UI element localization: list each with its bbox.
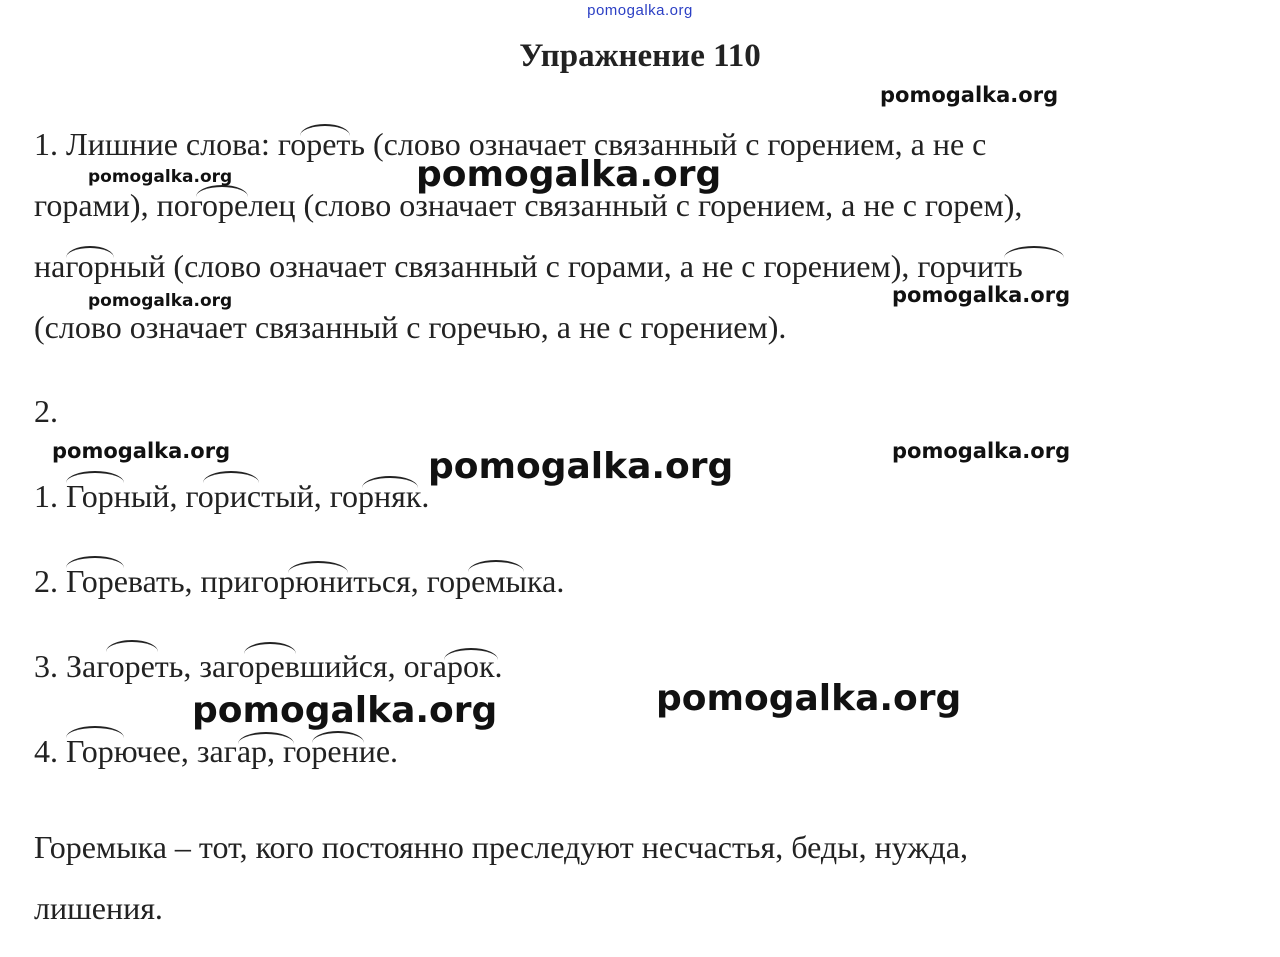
- group-1: 1. Горный, гористый, горняк.: [34, 478, 430, 514]
- group-4: 4. Горючее, загар, горение.: [34, 733, 399, 769]
- root-arc: [203, 471, 259, 483]
- group-3: 3. Загореть, загоревшийся, огарок.: [34, 648, 503, 684]
- part2-number: 2.: [34, 393, 58, 429]
- watermark: pomogalka.org: [88, 167, 233, 187]
- watermark: pomogalka.org: [52, 439, 231, 463]
- root-arc: [106, 640, 158, 652]
- definition-line1: Горемыка – тот, кого постоянно преследуют несчастья, беды, нужда,: [34, 829, 968, 865]
- root-arc: [468, 560, 524, 572]
- group-2: 2. Горевать, пригорюниться, горемыка.: [34, 563, 565, 599]
- page-title: Упражнение 110: [519, 38, 761, 74]
- watermark: pomogalka.org: [892, 283, 1071, 307]
- root-arc: [244, 642, 296, 654]
- watermark: pomogalka.org: [656, 678, 962, 719]
- part1-line4: (слово означает связанный с горечью, а не с горением).: [34, 309, 787, 345]
- watermark: pomogalka.org: [428, 446, 734, 487]
- part1-line1: 1. Лишние слова: гореть (слово означает связанный с горением, а не с: [34, 126, 987, 162]
- root-arc: [66, 471, 124, 483]
- watermark: pomogalka.org: [416, 154, 722, 195]
- definition-line2: лишения.: [34, 890, 163, 926]
- watermark: pomogalka.org: [88, 291, 233, 311]
- part1-line3: нагорный (слово означает связанный с горами, а не с горением), горчить: [34, 248, 1023, 284]
- watermark: pomogalka.org: [192, 690, 498, 731]
- top-watermark: pomogalka.org: [587, 2, 693, 19]
- root-arc: [66, 726, 124, 738]
- watermark: pomogalka.org: [880, 83, 1059, 107]
- watermark: pomogalka.org: [892, 439, 1071, 463]
- part1-line2: горами), погорелец (слово означает связанный с горением, а не с горем),: [34, 187, 1023, 223]
- root-arc: [66, 556, 124, 568]
